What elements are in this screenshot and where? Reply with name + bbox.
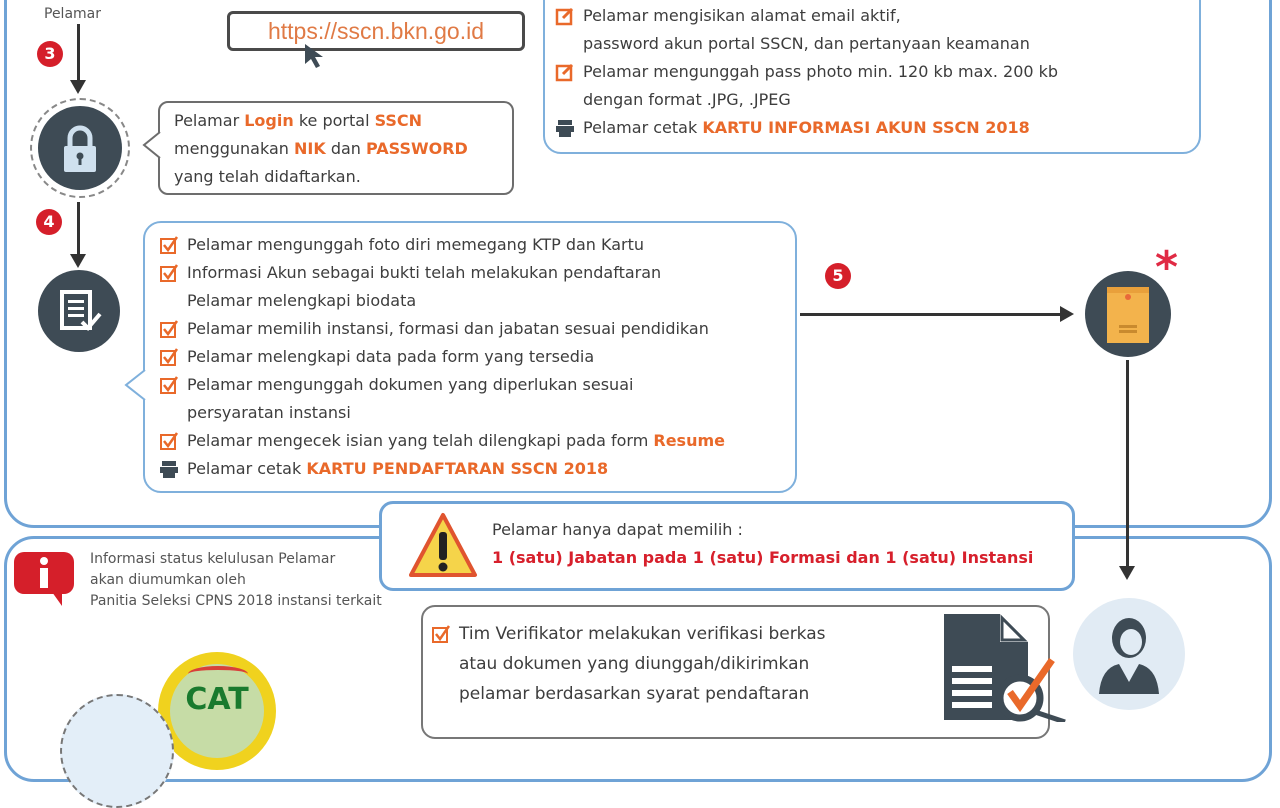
reg-item-1	[159, 231, 725, 259]
verify-line-2: atau dokumen yang diunggah/dikirimkan	[459, 654, 810, 674]
url-text[interactable]: https://sscn.bkn.go.id	[267, 18, 485, 44]
info-line-3: Panitia Seleksi CPNS 2018 instansi terkait	[90, 593, 382, 609]
account-item-2-line-2: dengan format .JPG, .JPEG	[583, 90, 791, 109]
step-3-badge: 3	[37, 41, 63, 67]
reg-item-7	[159, 455, 725, 483]
cat-logo	[158, 652, 276, 770]
arrow-head-5	[1060, 306, 1074, 322]
login-text-3: menggunakan	[174, 139, 294, 158]
url-box[interactable]	[227, 11, 525, 51]
sscn-highlight: SSCN	[374, 111, 423, 130]
required-asterisk: *	[1155, 242, 1179, 293]
reg-item-7-text: Pelamar cetak	[187, 459, 302, 478]
cursor-icon	[303, 42, 329, 70]
arrow-head-4	[70, 254, 86, 268]
lock-circle	[38, 106, 122, 190]
reg-item-4-text: Pelamar melengkapi data pada form yang tersedia	[187, 347, 595, 366]
info-icon	[12, 550, 76, 608]
password-highlight: PASSWORD	[366, 139, 468, 158]
reg-item-2-text: Informasi Akun sebagai bukti telah melakukan pendaftaran	[187, 263, 662, 282]
checkbox-icon	[159, 375, 179, 395]
resume-highlight: Resume	[653, 431, 725, 450]
checkbox-icon	[159, 347, 179, 367]
info-text	[90, 549, 382, 612]
reg-item-3-text: Pelamar memilih instansi, formasi dan jabatan sesuai pendidikan	[187, 319, 709, 338]
registration-card-highlight: KARTU PENDAFTARAN SSCN 2018	[306, 459, 609, 478]
checkbox-icon	[159, 431, 179, 451]
reg-item-5-text: Pelamar mengunggah dokumen yang diperlukan sesuai	[187, 375, 634, 394]
checkbox-icon	[159, 235, 179, 255]
account-card-highlight: KARTU INFORMASI AKUN SSCN 2018	[702, 118, 1030, 137]
login-text-5: yang telah didaftarkan.	[174, 167, 361, 186]
verify-line-1: Tim Verifikator melakukan verifikasi berkas	[459, 624, 826, 644]
reg-item-1-text: Pelamar mengunggah foto diri memegang KTP dan Kartu	[187, 235, 645, 254]
account-item-3-prefix: Pelamar cetak	[583, 118, 698, 137]
reg-item-3	[159, 315, 725, 343]
cat-logo-arc	[188, 666, 248, 682]
warning-line-2: 1 (satu) Jabatan pada 1 (satu) Formasi dan 1 (satu) Instansi	[492, 548, 1034, 567]
checkbox-icon	[159, 319, 179, 339]
flow-arrow-verify	[1126, 360, 1129, 570]
printer-icon	[159, 459, 179, 479]
account-item-1-line-2: password akun portal SSCN, dan pertanyaan keamanan	[583, 34, 1030, 53]
checkbox-icon	[431, 624, 451, 644]
nik-highlight: NIK	[293, 139, 326, 158]
cat-logo-text: CAT	[185, 682, 249, 717]
login-box	[158, 101, 514, 195]
warning-box	[379, 501, 1075, 591]
warning-icon	[408, 512, 478, 578]
reg-item-6-text: Pelamar mengecek isian yang telah dilengkapi pada form	[187, 431, 649, 450]
registration-box-pointer	[124, 368, 146, 402]
start-label: Pelamar	[44, 6, 101, 22]
flow-arrow-5	[800, 313, 1062, 316]
form-check-icon	[38, 270, 120, 352]
account-box	[543, 0, 1201, 154]
step-5-badge: 5	[825, 263, 851, 289]
account-item-2-line-1: Pelamar mengunggah pass photo min. 120 kb max. 200 kb	[583, 62, 1059, 81]
checkbox-icon	[159, 263, 179, 283]
account-item-2	[555, 58, 1058, 86]
login-highlight: Login	[244, 111, 294, 130]
edit-icon	[555, 62, 575, 82]
login-box-pointer	[142, 130, 162, 160]
person-icon	[1073, 598, 1185, 710]
login-text-4: dan	[325, 139, 367, 158]
registration-box	[143, 221, 797, 493]
info-line-1: Informasi status kelulusan Pelamar	[90, 551, 336, 567]
verify-item	[431, 619, 826, 649]
reg-item-2-line-2: Pelamar melengkapi biodata	[187, 291, 417, 310]
arrow-head-verify	[1119, 566, 1135, 580]
flow-arrow-3	[77, 24, 80, 84]
reg-item-2	[159, 259, 725, 287]
arrow-head-3	[70, 80, 86, 94]
reg-item-6	[159, 427, 725, 455]
warning-line-1: Pelamar hanya dapat memilih :	[492, 520, 743, 539]
lock-icon	[38, 106, 122, 190]
edit-icon	[555, 6, 575, 26]
printer-icon	[555, 118, 575, 138]
account-item-3	[555, 114, 1058, 142]
reg-item-5-line-2: persyaratan instansi	[187, 403, 351, 422]
flow-arrow-4	[77, 202, 80, 258]
info-line-2: akan diumumkan oleh	[90, 572, 246, 588]
form-circle	[38, 270, 120, 352]
reg-item-5	[159, 371, 725, 399]
cat-dashed-circle	[60, 694, 174, 808]
verifier-circle	[1073, 598, 1185, 710]
step-4-badge: 4	[36, 209, 62, 235]
login-text: Pelamar	[174, 111, 245, 130]
document-check-icon	[940, 610, 1090, 722]
account-item-1-line-1: Pelamar mengisikan alamat email aktif,	[583, 6, 901, 25]
reg-item-4	[159, 343, 725, 371]
login-text-2: ke portal	[293, 111, 375, 130]
account-item-1	[555, 2, 1058, 30]
verify-line-3: pelamar berdasarkan syarat pendaftaran	[459, 684, 810, 704]
